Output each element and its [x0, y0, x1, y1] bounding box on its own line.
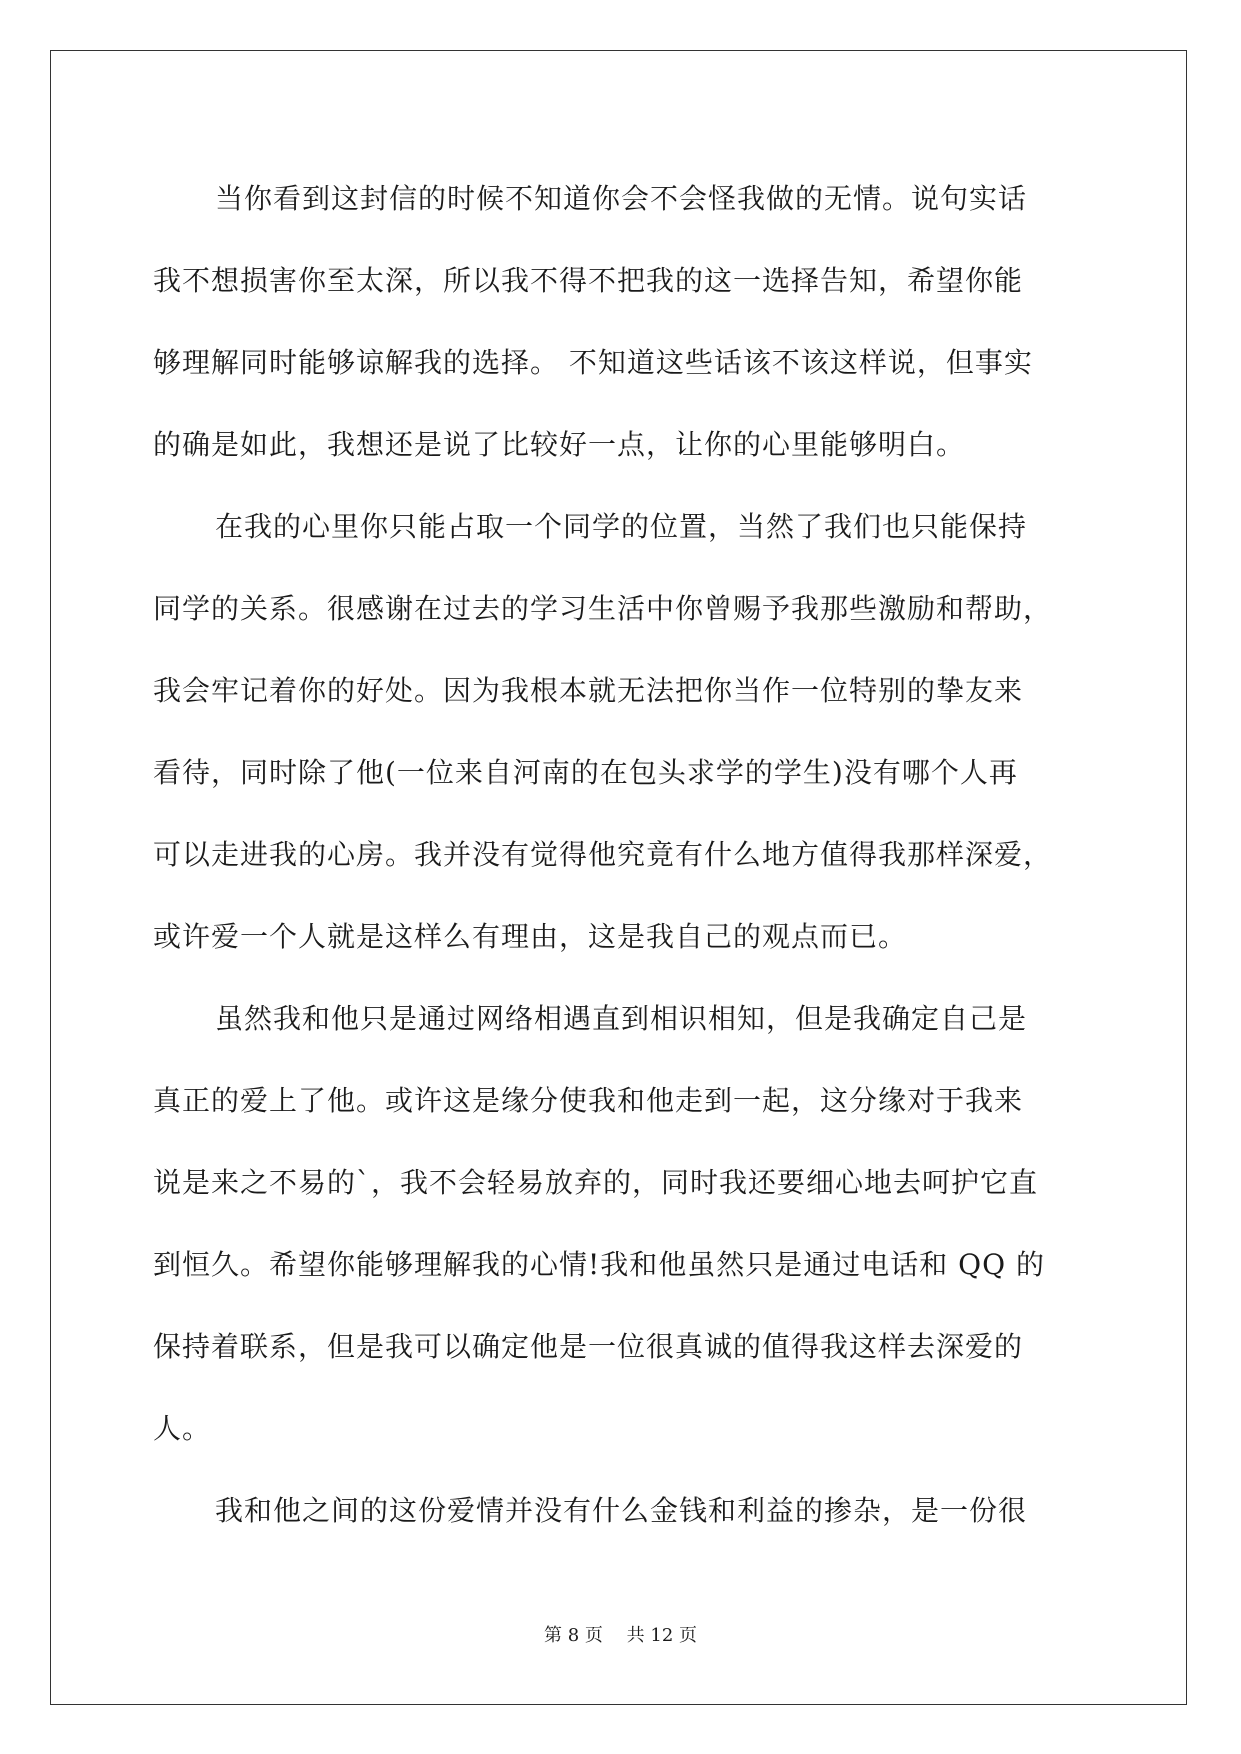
paragraph-2-line-6: 或许爱一个人就是这样么有理由，这是我自己的观点而已。 [153, 920, 908, 953]
page-footer [0, 1624, 1241, 1648]
paragraph-3-line-6: 人。 [153, 1412, 212, 1445]
paragraph-3-line-3: 说是来之不易的`，我不会轻易放弃的，同时我还要细心地去呵护它直 [153, 1166, 1039, 1199]
paragraph-1-line-2: 我不想损害你至太深，所以我不得不把我的这一选择告知，希望你能 [153, 264, 1024, 297]
page-number: 第 8 页 [544, 1625, 603, 1646]
paragraph-2-line-2: 同学的关系。很感谢在过去的学习生活中你曾赐予我那些激励和帮助， [153, 592, 1053, 625]
paragraph-2-line-5: 可以走进我的心房。我并没有觉得他究竟有什么地方值得我那样深爱， [153, 838, 1053, 871]
paragraph-3-line-2: 真正的爱上了他。或许这是缘分使我和他走到一起，这分缘对于我来 [153, 1084, 1024, 1117]
paragraph-3-line-4: 到恒久。希望你能够理解我的心情!我和他虽然只是通过电话和 QQ 的 [153, 1248, 1045, 1281]
paragraph-1-line-3: 够理解同时能够谅解我的选择。 不知道这些话该不该这样说，但事实 [153, 346, 1033, 379]
page-total: 共 12 页 [626, 1625, 697, 1646]
paragraph-4-line-1: 我和他之间的这份爱情并没有什么金钱和利益的掺杂，是一份很 [215, 1494, 1028, 1527]
paragraph-2-line-3: 我会牢记着你的好处。因为我根本就无法把你当作一位特别的挚友来 [153, 674, 1024, 707]
paragraph-2-line-1: 在我的心里你只能占取一个同学的位置，当然了我们也只能保持 [215, 510, 1028, 543]
paragraph-3-line-5: 保持着联系，但是我可以确定他是一位很真诚的值得我这样去深爱的 [153, 1330, 1024, 1363]
paragraph-2-line-4: 看待，同时除了他(一位来自河南的在包头求学的学生)没有哪个人再 [153, 756, 1018, 789]
paragraph-1-line-4: 的确是如此，我想还是说了比较好一点，让你的心里能够明白。 [153, 428, 966, 461]
paragraph-1-line-1: 当你看到这封信的时候不知道你会不会怪我做的无情。说句实话 [215, 182, 1028, 215]
paragraph-3-line-1: 虽然我和他只是通过网络相遇直到相识相知，但是我确定自己是 [215, 1002, 1028, 1035]
letter-body [153, 158, 1088, 1552]
